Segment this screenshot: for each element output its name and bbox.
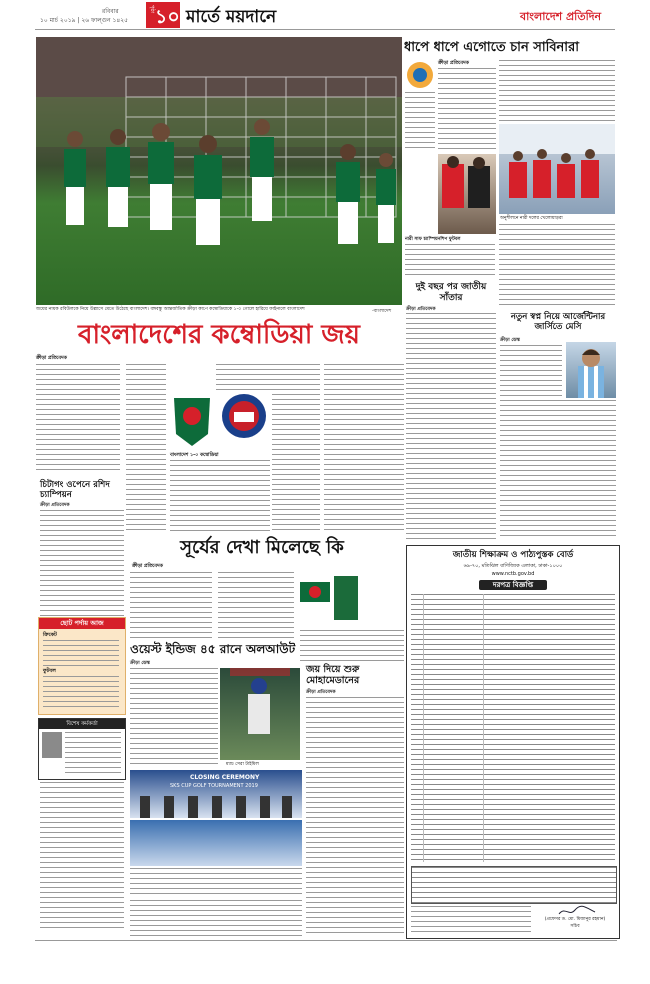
short-news-title: ছোট পর্দায় আজ	[39, 618, 125, 629]
classified-photo	[42, 732, 62, 758]
classified-box	[38, 718, 126, 780]
windies-headline: ওয়েস্ট ইন্ডিজ ৪৫ রানে অলআউট	[130, 642, 296, 656]
windies-byline: ক্রীড়া ডেস্ক	[130, 661, 150, 666]
page-label: পৃষ্ঠা	[149, 5, 155, 14]
messi-photo	[566, 342, 616, 398]
short-news-item-1: ক্রিকেট	[43, 632, 57, 638]
messi-body-2	[500, 400, 616, 540]
notice-title: দরপত্র বিজ্ঞপ্তি	[479, 580, 547, 590]
saff-logo	[405, 60, 435, 90]
messi-headline: নতুন স্বপ্ন নিয়ে আর্জেন্টিনার জার্সিতে মেসি	[510, 312, 606, 332]
notice-address: ৬৯-৭০, মতিঝিল বাণিজ্যিক এলাকা, ঢাকা-১০০০	[463, 563, 563, 569]
messi-body-1	[500, 345, 562, 397]
sabina-body-col1b	[405, 92, 435, 152]
signature-role: সচিব	[570, 924, 580, 929]
short-news-item-2: ফুটবল	[43, 668, 56, 674]
sabina-body-col3	[405, 244, 495, 278]
sabina-body-col4	[499, 224, 615, 306]
lead-body-col2	[126, 364, 166, 534]
masthead-logo: বাংলাদেশ প্রতিদিন	[520, 10, 602, 23]
sabina-photo-2	[438, 154, 496, 234]
lead-photo-credit: -বাংলাদেশ	[372, 309, 392, 314]
lead-byline: ক্রীড়া প্রতিবেদক	[36, 356, 67, 361]
short-news-list-2	[43, 676, 119, 710]
bottom-story-left	[40, 782, 124, 932]
sabina-body-col2	[499, 60, 615, 122]
lead-headline: বাংলাদেশের কম্বোডিয়া জয়	[78, 320, 360, 350]
mohamedan-body	[306, 697, 404, 937]
golf-event: SKS CUP GOLF TOURNAMENT 2019	[170, 783, 258, 789]
notice-footer	[411, 906, 531, 932]
lead-body-col3	[216, 364, 272, 390]
lead-body-col5	[324, 364, 404, 534]
lead-body-col4	[272, 364, 320, 534]
page-number: ১০	[155, 6, 180, 28]
sabina-body-col1	[438, 68, 496, 152]
swimmer-headline: দুই বছর পর জাতীয় সাঁতার	[415, 282, 487, 303]
windies-photo	[220, 668, 300, 760]
lead-body-col3b	[170, 460, 270, 534]
sabina-photo-caption: নারী সাফ চ্যাম্পিয়নশিপ ফুটবল	[405, 237, 461, 242]
bottom-story-mid	[130, 900, 302, 936]
header-weekday: রবিবার	[102, 8, 119, 15]
page-header	[0, 0, 650, 30]
sabina-byline: ক্রীড়া প্রতিবেদক	[438, 61, 469, 66]
signature-image	[557, 902, 597, 914]
cricket-body-col2	[218, 572, 294, 638]
cricket-headline: সূর্যের দেখা মিলেছে কি	[180, 537, 344, 558]
logo-cambodia	[220, 390, 268, 448]
windies-body	[130, 668, 218, 768]
notice-grid	[411, 594, 615, 862]
tender-notice	[406, 545, 620, 939]
mohamedan-byline: ক্রীড়া প্রতিবেদক	[306, 690, 336, 695]
lead-photo-illustration	[36, 37, 402, 305]
short-news-list-1	[43, 640, 119, 666]
chittagong-body	[40, 510, 124, 616]
cricket-body-col1	[130, 572, 212, 638]
golf-banner: CLOSING CEREMONY	[190, 774, 260, 781]
sabina-photo-2-caption: অনুশীলনে নারী দলের খেলোয়াড়রা	[500, 216, 563, 221]
golf-photo-2	[130, 820, 302, 866]
notice-table	[411, 866, 617, 904]
swimmer-body	[406, 313, 496, 539]
golf-photo-1	[130, 770, 302, 818]
messi-byline: ক্রীড়া ডেস্ক	[500, 338, 520, 343]
mohamedan-headline: জয় দিয়ে শুরু মোহামেডানের	[306, 664, 360, 686]
chittagong-byline: ক্রীড়া প্রতিবেদক	[40, 503, 70, 508]
bd-cricket-logo	[300, 572, 360, 626]
classified-text	[65, 732, 121, 776]
sabina-photo-1	[499, 124, 615, 214]
lead-photo	[36, 37, 402, 305]
signature-name: (প্রফেসর ড. মো. মিজানুর রহমান)	[544, 917, 606, 922]
cricket-byline: ক্রীড়া প্রতিবেদক	[132, 564, 163, 569]
lead-photo-caption: জয়ের নায়ক রবিউলকে নিয়ে উল্লাসে মেতে উঠেছে বাংলাদেশ। বঙ্গবন্ধু আন্তর্জাতিক ক্রীড়া কাপে কম্বোডিয়াকে ১-০ গোলে হারিয়ে ফাইনালে বাংলাদেশ	[36, 307, 305, 312]
sabina-headline: ধাপে ধাপে এগোতে চান সাবিনারা	[404, 40, 579, 55]
cricket-body-col3	[300, 630, 404, 662]
bottom-rule	[35, 940, 617, 941]
swimmer-byline: ক্রীড়া প্রতিবেদক	[406, 307, 436, 312]
classified-title: বিশেষ কর্মকর্তা	[39, 719, 125, 729]
header-rule	[35, 29, 615, 30]
logo-bangladesh	[168, 394, 216, 449]
notice-org: জাতীয় শিক্ষাক্রম ও পাঠ্যপুস্তক বোর্ড	[452, 550, 574, 560]
page-number-box	[146, 2, 180, 28]
chittagong-headline: চিটাগং ওপেনে রশিদ চ্যাম্পিয়ন	[40, 480, 110, 500]
golf-caption	[130, 868, 302, 898]
header-date: ১০ মার্চ ২০১৯ | ২৬ ফাল্গুন ১৪২৫	[40, 17, 129, 24]
score-caption: বাংলাদেশ ১-০ কম্বোডিয়া	[170, 453, 219, 458]
lead-body-col1	[36, 364, 120, 474]
notice-website: www.nctb.gov.bd	[491, 571, 535, 577]
short-news-box	[38, 617, 126, 715]
windies-photo-caption: ম্যাচ সেরা টাইমিল	[226, 762, 259, 767]
section-title: মার্তে ময়দানে	[186, 7, 277, 27]
